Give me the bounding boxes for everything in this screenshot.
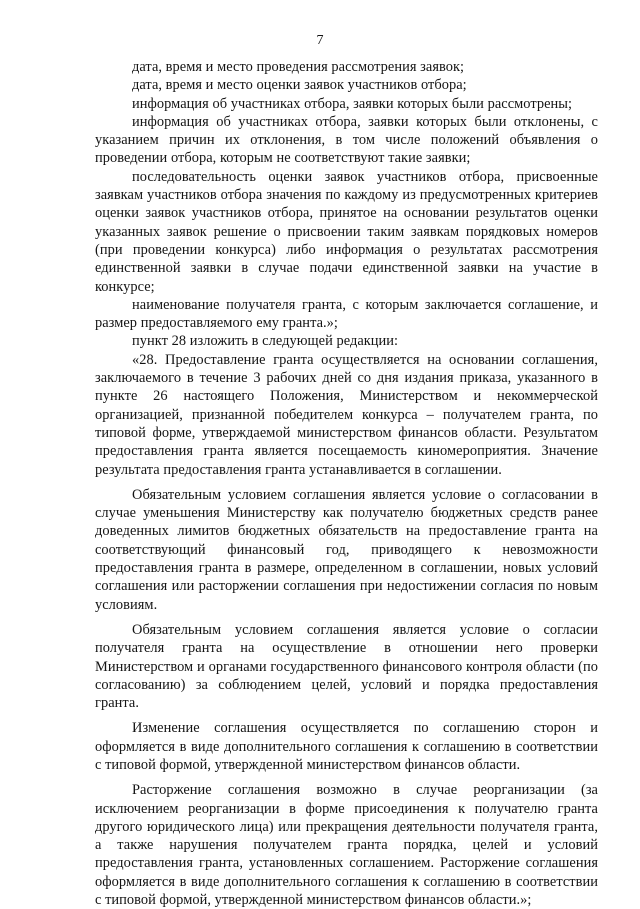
document-body xyxy=(95,58,598,909)
paragraph-review-date: дата, время и место проведения рассмотрения заявок; xyxy=(132,59,465,75)
paragraph-item-28-text: «28. Предоставление гранта осуществляется на основании соглашения, заключаемого в течение 3 рабочих дней со дня издания приказа, указанного в пункте 26 настоящего Положения, Министерством и некоммерческой организацией, признанной победителем конкурса – получателем гранта, по типовой форме, утверждаемой министерством финансов области. Результатом предоставления гранта является посещаемость киномероприятия. Значение результата предоставления гранта устанавливается в соглашении. xyxy=(95,351,598,478)
paragraph-grant-recipient: наименование получателя гранта, с которым заключается соглашение, и размер предоставляемого ему гранта.»; xyxy=(95,296,598,332)
paragraph-agreement-amendment: Изменение соглашения осуществляется по соглашению сторон и оформляется в виде дополнительного соглашения к соглашению в соответствии с типовой формой, утвержденной министерством финансов области. xyxy=(95,720,598,773)
paragraph-reviewed-participants: информация об участниках отбора, заявки которых были рассмотрены; xyxy=(132,95,573,112)
paragraph-item-28-instruction: пункт 28 изложить в следующей редакции: xyxy=(132,333,399,350)
paragraph-agreement-termination: Расторжение соглашения возможно в случае реорганизации (за исключением реорганизации в форме присоединения к получателю гранта другого юридического лица) или прекращения деятельности получателя гранта, а также нарушения получателем гранта порядка, целей и условий предоставления гранта, установленных соглашением. Расторжение соглашения оформляется в виде дополнительного соглашения к соглашению в соответствии с типовой формой, утвержденной министерством финансов области.»; xyxy=(95,782,598,909)
paragraph-evaluation-sequence: последовательность оценки заявок участников отбора, присвоенные заявкам участников отбора значения по каждому из предусмотренных критериев оценки заявок участников отбора, принятое на основании результатов оценки указанных заявок решение о присвоении таким заявкам порядковых номеров (при проведении конкурса) либо информация о результатах рассмотрения единственной заявки в случае подачи единственной заявки на участие в конкурсе; xyxy=(95,168,598,295)
paragraph-rejected-participants: информация об участниках отбора, заявки которых были отклонены, с указанием причин их отклонения, в том числе положений объявления о проведении отбора, которым не соответствуют такие заявки; xyxy=(95,113,598,167)
paragraph-inspection-consent: Обязательным условием соглашения является условие о согласии получателя гранта на осуществление в отношении него проверки Министерством и органами государственного финансового контроля области (по согласованию) за соблюдением целей, условий и порядка предоставления гранта. xyxy=(95,621,598,712)
paragraph-approval-condition: Обязательным условием соглашения является условие о согласовании в случае уменьшения Министерству как получателю бюджетных средств ранее доведенных лимитов бюджетных обязательств на предоставление гранта на соответствующий финансовый год, приводящего к невозможности предоставления гранта в размере, определенном в соглашении, новых условий соглашения или расторжении соглашения при недостижении согласия по новым условиям. xyxy=(95,486,598,613)
page-number: 7 xyxy=(316,33,324,48)
paragraph-evaluation-date: дата, время и место оценки заявок участников отбора; xyxy=(132,77,467,94)
